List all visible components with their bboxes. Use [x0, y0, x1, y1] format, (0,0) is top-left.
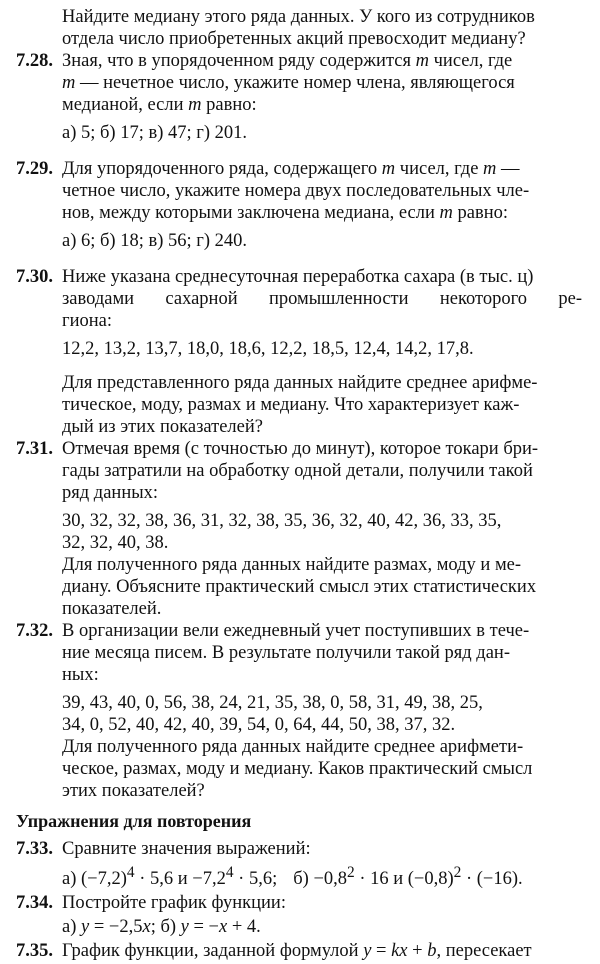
variable-m: m	[188, 95, 202, 115]
problem-number-7-31: 7.31.	[16, 439, 53, 459]
problem-7-29-line-2: четное число, укажите номера двух последовательных чле-	[62, 181, 530, 201]
problem-number-7-33: 7.33.	[16, 839, 53, 859]
problem-number-7-29: 7.29.	[16, 159, 53, 179]
option-label: а)	[62, 869, 81, 890]
variable-m: m	[415, 51, 429, 71]
variable-kx: kx	[391, 941, 408, 961]
text: нов, между которыми заключена медиана, если	[62, 203, 440, 223]
intro-line-1: Найдите медиану этого ряда данных. У кого из сотрудников	[62, 7, 535, 27]
problem-7-34-options	[62, 916, 261, 938]
problem-7-29-options: а) 6; б) 18; в) 56; г) 240.	[62, 231, 248, 251]
text: — нечетное число, укажите номер члена, являющегося	[75, 73, 515, 93]
problem-7-29-line-3	[62, 202, 508, 224]
exponent: 2	[453, 864, 462, 881]
problem-7-35-line-1	[62, 940, 532, 962]
expr: · 5,6;	[233, 869, 278, 890]
problem-7-32-question-2: ческое, размах, моду и медиану. Каков практический смысл	[62, 759, 533, 779]
text: чисел, где	[395, 159, 484, 179]
option-label: б)	[293, 869, 314, 890]
problem-7-31-line-2: гады затратили на обработку одной детали, получили такой	[62, 461, 533, 481]
problem-7-32-question-3: этих показателей?	[62, 781, 205, 801]
problem-7-29-line-1	[62, 158, 520, 180]
variable-m: m	[62, 73, 76, 93]
variable-m: m	[381, 159, 396, 179]
intro-line-2: отдела число приобретенных акций превосходит медиану?	[62, 29, 526, 49]
text: —	[496, 159, 520, 179]
problem-7-32-data-1: 39, 43, 40, 0, 56, 38, 24, 21, 35, 38, 0, 58, 31, 49, 38, 25,	[62, 693, 483, 713]
expr: · 5,6 и −7,2	[134, 869, 226, 890]
option-label: а)	[62, 917, 81, 937]
problem-7-28-options: а) 5; б) 17; в) 47; г) 201.	[62, 123, 248, 143]
problem-number-7-34: 7.34.	[16, 893, 53, 913]
problem-7-33-options	[62, 862, 523, 890]
text: Для упорядоченного ряда, содержащего	[62, 159, 382, 179]
expr: = −	[188, 917, 219, 937]
problem-7-34-text: Постройте график функции:	[62, 893, 286, 913]
exponent: 4	[126, 864, 135, 881]
variable-m: m	[483, 159, 497, 179]
expr: ; б)	[150, 917, 181, 937]
problem-number-7-35: 7.35.	[16, 941, 53, 961]
problem-7-30-line-3: гиона:	[62, 311, 112, 331]
problem-7-28-line-1	[62, 50, 512, 72]
problem-7-32-data-2: 34, 0, 52, 40, 42, 40, 39, 54, 0, 64, 44, 50, 38, 37, 32.	[62, 715, 456, 735]
text: равно:	[452, 203, 508, 223]
word: сахарной	[165, 289, 238, 309]
expr: · (−16).	[461, 869, 523, 890]
word: промышленности	[268, 289, 409, 309]
text: равно:	[201, 95, 257, 115]
word: ре-	[558, 289, 582, 309]
text: , пересекает	[436, 941, 532, 961]
expr: + 4.	[227, 917, 261, 937]
expr: +	[407, 941, 428, 961]
problem-7-30-data: 12,2, 13,2, 13,7, 18,0, 18,6, 12,2, 18,5, 12,4, 14,2, 17,8.	[62, 339, 474, 359]
problem-7-31-data-2: 32, 32, 40, 38.	[62, 533, 169, 553]
problem-number-7-28: 7.28.	[16, 51, 53, 71]
problem-7-28-line-3	[62, 94, 257, 116]
problem-7-32-line-1: В организации вели ежедневный учет поступивших в тече-	[62, 621, 530, 641]
expr: (−7,2)	[81, 869, 127, 890]
variable-b: b	[427, 941, 437, 961]
expr: = −2,5	[89, 917, 143, 937]
problem-7-28-line-2	[62, 72, 515, 94]
variable-y: y	[363, 941, 372, 961]
problem-7-31-question-1: Для полученного ряда данных найдите размах, моду и ме-	[62, 555, 522, 575]
word: заводами	[62, 289, 135, 309]
expr: −0,8	[313, 869, 347, 890]
word: некоторого	[439, 289, 528, 309]
problem-7-30-line-1: Ниже указана среднесуточная переработка сахара (в тыс. ц)	[62, 267, 534, 287]
problem-7-31-data-1: 30, 32, 32, 38, 36, 31, 32, 38, 35, 36, 32, 40, 42, 36, 33, 35,	[62, 511, 502, 531]
problem-7-31-line-3: ряд данных:	[62, 483, 159, 503]
problem-7-31-line-1: Отмечая время (с точностью до минут), которое токари бри-	[62, 439, 539, 459]
problem-number-7-30: 7.30.	[16, 267, 53, 287]
variable-x: x	[142, 917, 151, 937]
problem-7-31-question-2: диану. Объясните практический смысл этих статистических	[62, 577, 537, 597]
variable-x: x	[219, 917, 228, 937]
variable-m: m	[439, 203, 453, 223]
problem-7-33-text: Сравните значения выражений:	[62, 839, 311, 859]
text: медианой, если	[62, 95, 189, 115]
expr: · 16 и (−0,8)	[354, 869, 454, 890]
expr: =	[371, 941, 392, 961]
problem-number-7-32: 7.32.	[16, 621, 53, 641]
variable-y: y	[180, 917, 189, 937]
exponent: 4	[225, 864, 234, 881]
problem-7-30-line-2	[62, 288, 582, 310]
section-heading: Упражнения для повторения	[16, 811, 252, 831]
problem-7-31-question-3: показателей.	[62, 599, 162, 619]
problem-7-32-line-2: ние месяца писем. В результате получили такой ряд дан-	[62, 643, 510, 663]
problem-7-32-question-1: Для полученного ряда данных найдите среднее арифмети-	[62, 737, 524, 757]
problem-7-32-line-3: ных:	[62, 665, 99, 685]
problem-7-30-question-2: тическое, моду, размах и медиану. Что характеризует каж-	[62, 395, 520, 415]
variable-y: y	[81, 917, 90, 937]
text: чисел, где	[428, 51, 513, 71]
text: Зная, что в упорядоченном ряду содержится	[62, 51, 416, 71]
problem-7-30-question-3: дый из этих показателей?	[62, 417, 263, 437]
problem-7-30-question-1: Для представленного ряда данных найдите среднее арифме-	[62, 373, 538, 393]
text: График функции, заданной формулой	[62, 941, 364, 961]
exponent: 2	[347, 864, 355, 881]
